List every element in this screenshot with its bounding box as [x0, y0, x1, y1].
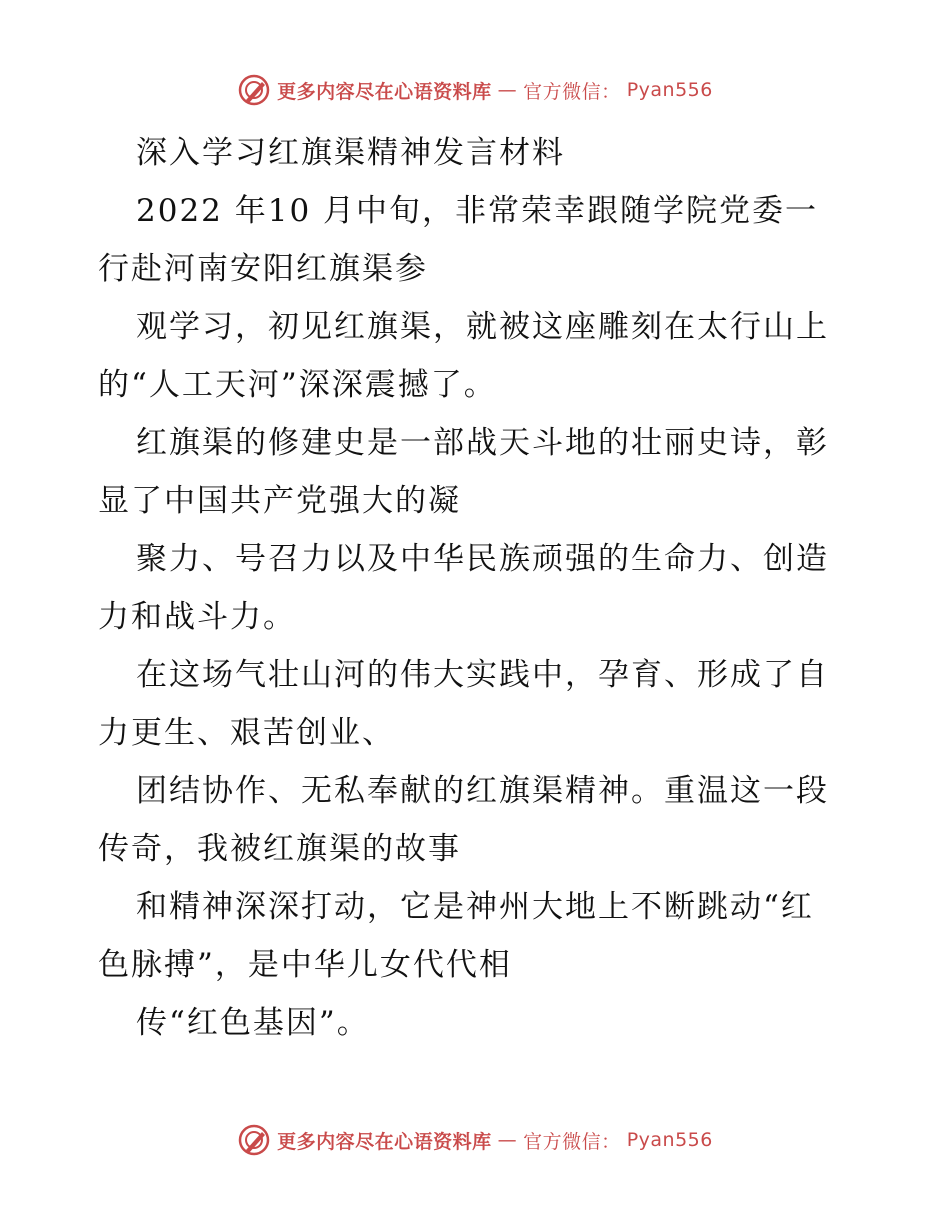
document-title: 深入学习红旗渠精神发言材料 [136, 135, 565, 171]
body-line: 行赴河南安阳红旗渠参 [98, 251, 428, 287]
pen-logo-icon [237, 1123, 271, 1157]
footer-watermark-separator: — [497, 1129, 518, 1151]
body-line: 和精神深深打动，它是神州大地上不断跳动“红 [136, 889, 814, 925]
body-line: 色脉搏”，是中华儿女代代相 [98, 947, 512, 983]
body-line: 传奇，我被红旗渠的故事 [98, 831, 461, 867]
header-watermark-wechat-label: 官方微信： [523, 80, 621, 103]
document-body [98, 124, 858, 1052]
body-line: 在这场气壮山河的伟大实践中，孕育、形成了自 [136, 657, 829, 693]
body-line: 的“人工天河”深深震撼了。 [98, 367, 497, 403]
body-line: 观学习，初见红旗渠，就被这座雕刻在太行山上 [136, 309, 829, 345]
body-line: 红旗渠的修建史是一部战天斗地的壮丽史诗，彰 [136, 425, 829, 461]
footer-watermark-main: 更多内容尽在心语资料库 [277, 1130, 492, 1153]
body-line: 力更生、艰苦创业、 [98, 715, 395, 751]
header-watermark-main: 更多内容尽在心语资料库 [277, 80, 492, 103]
body-line: 团结协作、无私奉献的红旗渠精神。重温这一段 [136, 773, 829, 809]
footer-watermark-wechat-label: 官方微信： [523, 1130, 621, 1153]
footer-watermark-wechat-id: Pyan556 [626, 1129, 713, 1151]
pen-logo-icon [237, 73, 271, 107]
body-line: 显了中国共产党强大的凝 [98, 483, 461, 519]
footer-watermark [0, 1120, 950, 1160]
body-line: 聚力、号召力以及中华民族顽强的生命力、创造 [136, 541, 829, 577]
body-line: 传“红色基因”。 [136, 1005, 370, 1041]
body-line: 2022 年10 月中旬，非常荣幸跟随学院党委一 [136, 193, 819, 229]
body-line: 力和战斗力。 [98, 599, 296, 635]
header-watermark-wechat-id: Pyan556 [626, 79, 713, 101]
header-watermark-separator: — [497, 79, 518, 101]
header-watermark [0, 70, 950, 110]
